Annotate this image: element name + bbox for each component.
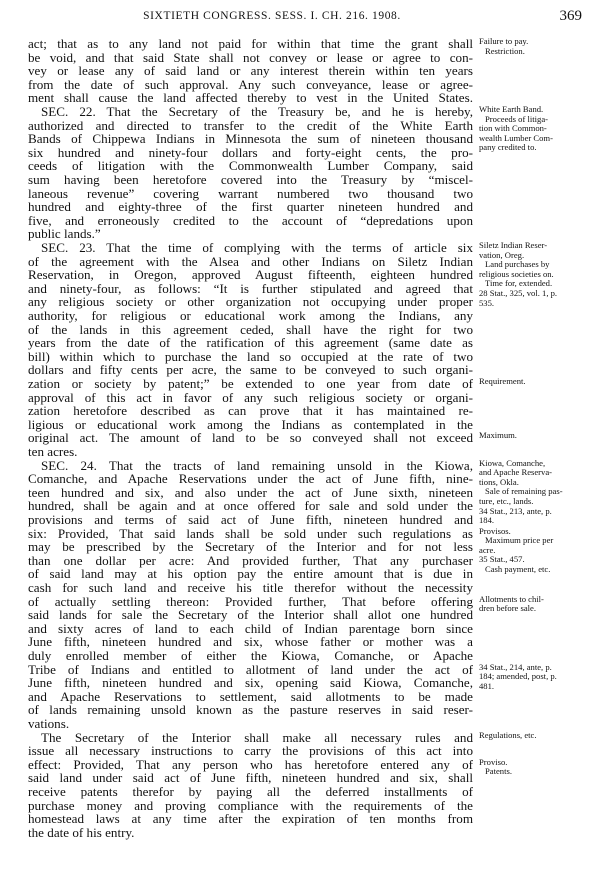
- margin-note-line: 35 Stat., 457.: [479, 555, 525, 565]
- body-line: public lands.”: [28, 226, 101, 242]
- body-line: June fifth, nineteen hundred and six, whose father or mother was a: [28, 634, 473, 650]
- body-line: zation heretofore described as can prove that it has maintained re-: [28, 403, 473, 419]
- running-title: SIXTIETH CONGRESS. SESS. I. CH. 216. 1908.: [143, 10, 401, 22]
- body-line: hundred, shall be again and at once offered for sale and sold under the: [28, 498, 473, 514]
- body-line: purchase money and proving compliance with the requirements of the: [28, 797, 473, 813]
- body-line: dollars and fifty cents per acre, the same to be conveyed to such organi-: [28, 362, 473, 378]
- body-line: six hundred and ninety-four dollars and forty-eight cents, the pro-: [28, 144, 473, 160]
- margin-note-line: Maximum price per: [485, 536, 554, 546]
- margin-note-line: 481.: [479, 681, 495, 691]
- margin-note-line: tion with Common-: [479, 124, 547, 134]
- body-line: and ninety-four, as follows: “It is further stipulated and agreed that: [28, 280, 473, 296]
- body-line: the date of his entry.: [28, 824, 135, 840]
- body-line: six: Provided, That said lands shall be sold under such regulations as: [28, 525, 473, 541]
- body-line: ligious or educational work among the Indians as contemplated in the: [28, 416, 473, 432]
- margin-note-line: dren before sale.: [479, 604, 537, 614]
- body-line: of lands remaining unsold known as the pasture reserves in said reser-: [28, 702, 473, 718]
- body-line: Reservation, in Oregon, approved August fifteenth, eighteen hundred: [28, 267, 473, 283]
- body-line: ment shall cause the land affected thereby to vest in the United States.: [28, 90, 473, 106]
- body-line: Tribe of Indians and entitled to allotment of land under the act of: [28, 661, 473, 677]
- margin-note-line: acre.: [479, 545, 496, 555]
- body-line: may be prescribed by the Secretary of the Interior and for not less: [28, 539, 473, 555]
- body-line: SEC. 22. That the Secretary of the Treasury be, and he is hereby,: [41, 104, 473, 119]
- margin-note-line: ture, etc., lands.: [479, 496, 534, 506]
- body-line: laneous revenue” covering warrant numbered two thousand two: [28, 185, 473, 201]
- margin-note-line: Requirement.: [479, 377, 526, 386]
- body-line: said lands for sale the Secretary of the Interior shall allot one hundred: [28, 607, 473, 623]
- margin-note-line: Allotments to chil-: [479, 594, 544, 604]
- body-line: SEC. 23. That the time of complying with the terms of article six: [41, 240, 473, 255]
- body-line: duly enrolled member of either the Kiowa, Comanche, or Apache: [28, 648, 473, 663]
- body-line: and Apache Reservations to settlement, said allotments to be made: [28, 688, 473, 704]
- margin-note: [479, 595, 597, 614]
- margin-note: [479, 241, 597, 308]
- body-line: vations.: [28, 716, 70, 731]
- margin-note-line: 184; amended, post, p.: [479, 672, 557, 682]
- margin-note: [479, 663, 597, 692]
- body-line: act; that as to any land not paid for within that time the grant shall: [28, 36, 473, 51]
- margin-note-line: vation, Oreg.: [479, 250, 525, 260]
- body-line: bill) within which to purchase the land so occupied at the rate of two: [28, 348, 473, 364]
- margin-note-line: Patents.: [485, 767, 512, 777]
- body-line: issue all necessary instructions to carry the provisions of this act into: [28, 743, 473, 759]
- margin-note-line: Maximum.: [479, 431, 517, 441]
- margin-note-line: Land purchases by: [485, 260, 550, 270]
- margin-note-line: Kiowa, Comanche,: [479, 458, 546, 468]
- margin-note-line: tions, Okla.: [479, 477, 519, 487]
- margin-note: [479, 377, 597, 387]
- margin-note-line: 34 Stat., 214, ante, p.: [479, 662, 552, 672]
- margin-note: [479, 527, 597, 575]
- margin-note: [479, 731, 597, 741]
- margin-note-line: 184.: [479, 516, 495, 526]
- margin-note-line: Sale of remaining pas-: [485, 487, 563, 497]
- body-line: hundred and eighty-three of the first quarter nineteen hundred and: [28, 199, 473, 215]
- margin-note-line: 535.: [479, 298, 495, 308]
- margin-note: [479, 37, 597, 56]
- margin-note-line: wealth Lumber Com-: [479, 133, 553, 143]
- margin-note-line: Failure to pay.: [479, 37, 529, 46]
- margin-note-line: 34 Stat., 213, ante, p.: [479, 506, 552, 516]
- body-line: authority, for religious or educational work among the Indians, any: [28, 308, 473, 323]
- running-header: [0, 8, 600, 26]
- margin-note-line: Siletz Indian Reser-: [479, 241, 548, 250]
- margin-note-line: 28 Stat., 325, vol. 1, p.: [479, 288, 558, 298]
- body-line: cash for such land and receive his title therefor without the necessity: [28, 580, 473, 595]
- page-number: 369: [559, 8, 582, 24]
- body-line: The Secretary of the Interior shall make all necessary rules and: [41, 729, 473, 745]
- margin-note-line: Proceeds of litiga-: [485, 114, 549, 124]
- margin-note-line: Proviso.: [479, 757, 508, 767]
- margin-note-line: pany credited to.: [479, 143, 537, 153]
- body-line: and sixty acres of land to each child of Indian parentage born since: [28, 620, 473, 636]
- margin-note-line: and Apache Reserva-: [479, 468, 553, 478]
- body-line: of actually settling thereon: Provided further, That before offering: [28, 593, 473, 609]
- body-line: effect: Provided, That any person who has heretofore entered any of: [28, 756, 473, 772]
- body-line: homestead laws at any time after the expiration of ten months from: [28, 811, 473, 827]
- body-line: SEC. 24. That the tracts of land remaining unsold in the Kiowa,: [41, 457, 473, 473]
- body-line: receive patents therefor by paying all the deferred installments of: [28, 784, 473, 799]
- margin-note-line: Provisos.: [479, 526, 511, 536]
- margin-note-line: Regulations, etc.: [479, 730, 537, 740]
- body-line: years from the date of the ratification of this agreement (same date as: [28, 335, 473, 351]
- margin-note: [479, 105, 597, 153]
- body-line: authorized and directed to transfer to the credit of the White Earth: [28, 117, 473, 133]
- body-line: original act. The amount of land to be so conveyed shall not exceed: [28, 430, 473, 446]
- body-line: sum having been heretofore covered into the Treasury by “miscel-: [28, 172, 473, 187]
- body-line: Bands of Chippewa Indians in Minnesota the sum of nineteen thousand: [28, 131, 473, 147]
- body-line: June fifth, nineteen hundred and six, opening said Kiowa, Comanche,: [28, 675, 473, 691]
- body-line: Comanche, and Apache Reservations under the act of June fifth, nine-: [28, 471, 473, 487]
- margin-note: [479, 459, 597, 526]
- body-line: from the date of such approval. Any such conveyance, lease or agree-: [28, 76, 473, 92]
- margin-note: [479, 758, 597, 777]
- body-line: of the lands in this agreement ceded, shall have the right for two: [28, 321, 473, 337]
- body-line: of said land may at his option pay the entire amount that is due in: [28, 566, 473, 582]
- margin-note-line: religious societies on.: [479, 269, 554, 279]
- body-line: ten acres.: [28, 444, 78, 459]
- margin-note-line: White Earth Band.: [479, 105, 544, 114]
- body-line: ceeds of litigation with the Commonwealth Lumber Company, said: [28, 158, 473, 174]
- body-line: any religious society or other organization not occupying under proper: [28, 294, 473, 310]
- body-line: vey or lease any of said land or any interest therein within ten years: [28, 63, 473, 79]
- margin-note-line: Time for, extended.: [485, 279, 553, 289]
- body-line: zation or society by patent;” be extended to one year from date of: [28, 376, 473, 391]
- body-line: be void, and that said State shall not convey or lease or agree to con-: [28, 49, 473, 65]
- body-line: five, and erroneously credited to the account of “depredations upon: [28, 212, 473, 228]
- body-line: approval of this act in favor of any such religious society or organi-: [28, 389, 473, 405]
- body-line: than one dollar per acre: And provided further, That any purchaser: [28, 552, 473, 568]
- body-line: of the agreement with the Alsea and other Indians on Siletz Indian: [28, 253, 473, 269]
- margin-note-line: Restriction.: [485, 46, 525, 56]
- body-line: teen hundred and six, and also under the act of June sixth, nineteen: [28, 484, 473, 500]
- margin-note-line: Cash payment, etc.: [485, 564, 551, 574]
- margin-note: [479, 431, 597, 441]
- body-line: said land under said act of June fifth, nineteen hundred and six, shall: [28, 770, 473, 786]
- body-line: provisions and terms of said act of June fifth, nineteen hundred and: [28, 512, 473, 527]
